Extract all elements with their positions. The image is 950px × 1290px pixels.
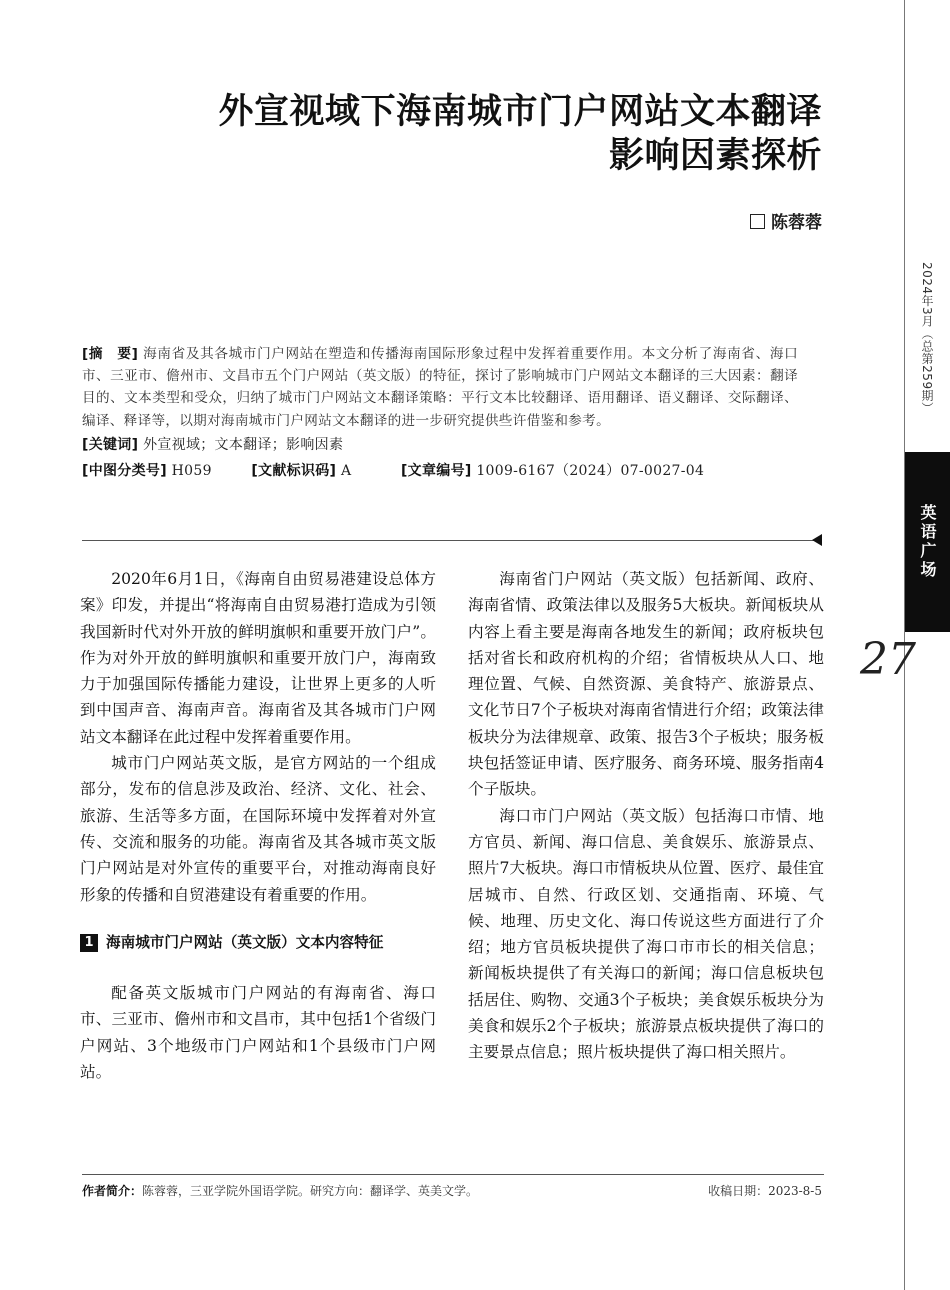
section-tab-label: 英语广场 bbox=[918, 504, 937, 580]
article-title-line1: 外宣视域下海南城市门户网站文本翻译 bbox=[218, 92, 822, 132]
section-heading bbox=[80, 930, 436, 956]
abstract-label: [摘 要] bbox=[82, 346, 139, 362]
clc-label: [中图分类号] bbox=[82, 463, 167, 480]
section-number: 1 bbox=[80, 934, 98, 952]
clc-value: H059 bbox=[171, 463, 212, 480]
classification-line bbox=[82, 460, 798, 482]
square-icon bbox=[750, 214, 765, 229]
doc-code-value: A bbox=[341, 463, 352, 480]
body-column-right bbox=[468, 566, 824, 1066]
abstract-block bbox=[82, 343, 798, 482]
body-paragraph: 配备英文版城市门户网站的有海南省、海口市、三亚市、儋州市和文昌市，其中包括1个省级门户网站、3个地级市门户网站和1个县级市门户网站。 bbox=[80, 984, 436, 1082]
keywords-label: [关键词] bbox=[82, 436, 139, 453]
article-number-value: 1009-6167（2024）07-0027-04 bbox=[476, 463, 705, 480]
article-number-label: [文章编号] bbox=[400, 463, 472, 480]
section-title: 海南城市门户网站（英文版）文本内容特征 bbox=[106, 933, 384, 951]
keywords-line bbox=[82, 434, 798, 456]
body-paragraph: 2020年6月1日，《海南自由贸易港建设总体方案》印发，并提出“将海南自由贸易港打造成为引领我国新时代对外开放的鲜明旗帜和重要开放门户”。作为对外开放的鲜明旗帜和重要开放门户，海南致力于加强国际传播能力建设，让世界上更多的人听到中国声音、海南声音。海南省及其各城市门户网站文本翻译在此过程中发挥着重要作用。 bbox=[80, 570, 436, 746]
body-paragraph: 城市门户网站英文版，是官方网站的一个组成部分，发布的信息涉及政治、经济、文化、社会、旅游、生活等多方面，在国际环境中发挥着对外宣传、交流和服务的功能。海南省及其各城市英文版门户网站是对外宣传的重要平台，对推动海南良好形象的传播和自贸港建设有着重要的作用。 bbox=[80, 754, 436, 904]
arrow-left-icon bbox=[812, 534, 822, 546]
author-bio-label: 作者简介： bbox=[82, 1184, 143, 1198]
author-bio-text: 陈蓉蓉，三亚学院外国语学院。研究方向：翻译学、英美文学。 bbox=[142, 1184, 479, 1198]
author-byline bbox=[750, 208, 822, 233]
author-bio bbox=[82, 1182, 478, 1199]
author-name: 陈蓉蓉 bbox=[771, 213, 822, 233]
article-title-line2: 影响因素探析 bbox=[608, 136, 822, 176]
abstract-divider bbox=[82, 540, 814, 541]
body-column-left bbox=[80, 566, 436, 1085]
doc-code-label: [文献标识码] bbox=[251, 463, 337, 480]
abstract-paragraph bbox=[82, 343, 798, 432]
abstract-text: 海南省及其各城市门户网站在塑造和传播海南国际形象过程中发挥着重要作用。本文分析了海南省、海口市、三亚市、儋州市、文昌市五个门户网站（英文版）的特征，探讨了影响城市门户网站文本翻译的三大因素：翻译目的、文本类型和受众，归纳了城市门户网站文本翻译策略：平行文本比较翻译、语用翻译、语义翻译、交际翻译、编译、释译等，以期对海南城市门户网站文本翻译的进一步研究提供些许借鉴和参考。 bbox=[82, 346, 799, 429]
body-paragraph: 海口市门户网站（英文版）包括海口市情、地方官员、新闻、海口信息、美食娱乐、旅游景点、照片7大板块。海口市情板块从位置、医疗、最佳宜居城市、自然、行政区划、交通指南、环境、气候、地理、历史文化、海口传说这些方面进行了介绍；地方官员板块提供了海口市市长的相关信息；新闻板块提供了有关海口的新闻；海口信息板块包括居住、购物、交通3个子板块；美食娱乐板块分为美食和娱乐2个子板块；旅游景点板块提供了海口的主要景点信息；照片板块提供了海口相关照片。 bbox=[468, 806, 824, 1062]
section-tab bbox=[905, 452, 950, 632]
keywords-text: 外宣视域；文本翻译；影响因素 bbox=[143, 436, 344, 453]
body-paragraph: 海南省门户网站（英文版）包括新闻、政府、海南省情、政策法律以及服务5大板块。新闻板块从内容上看主要是海南各地发生的新闻；政府板块包括对省长和政府机构的介绍；省情板块从人口、地理位置、气候、自然资源、美食特产、旅游景点、文化节日7个子板块对海南省情进行介绍；政策法律板块分为法律规章、政策、报告3个子板块；服务板块包括签证申请、医疗服务、商务环境、服务指南4个子版块。 bbox=[468, 570, 824, 799]
footer-divider bbox=[82, 1174, 824, 1175]
received-date: 收稿日期：2023-8-5 bbox=[708, 1184, 822, 1198]
issue-info: 2024年3月（总第259期） bbox=[920, 262, 934, 415]
page-number: 27 bbox=[860, 634, 916, 685]
